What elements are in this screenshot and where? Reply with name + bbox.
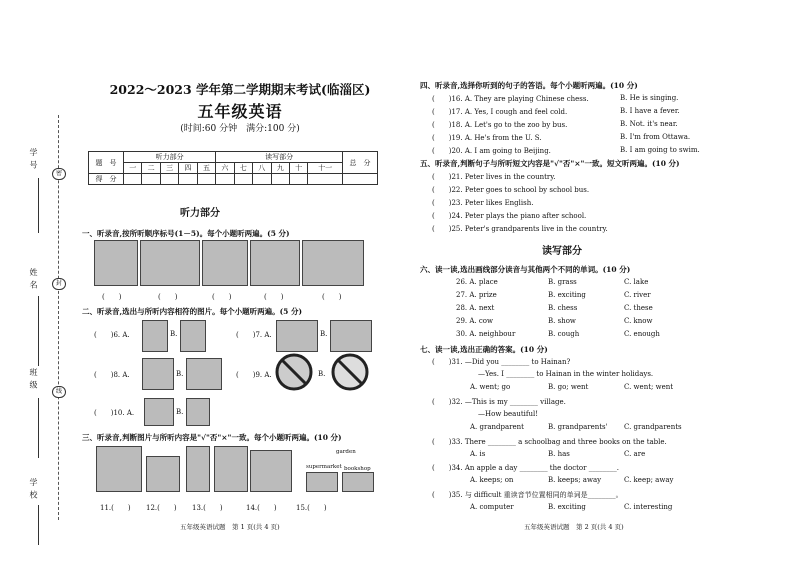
q5-item: ( )21. Peter lives in the country. [432, 173, 556, 181]
q4-option-b: B. Not. it's near. [620, 120, 678, 128]
q10-picture-a [144, 398, 174, 426]
q7-title: 七、读一读,选出正确的答案。(10 分) [420, 345, 548, 354]
score-header: 题 号 [89, 152, 124, 174]
q4-option-b: B. He is singing. [620, 94, 679, 102]
q7-question-32: ( )32. —This is my ________ village. [432, 398, 566, 406]
q3-blank[interactable]: 15.( ) [296, 504, 327, 512]
score-cell[interactable] [308, 174, 343, 185]
page-footer-right: 五年级英语试题 第 2 页(共 4 页) [524, 523, 624, 531]
score-cell[interactable] [142, 174, 160, 185]
class-field[interactable] [38, 398, 39, 458]
garden-label: garden [336, 449, 356, 455]
seal-mark-1: 密 [52, 168, 66, 180]
score-cell[interactable] [234, 174, 252, 185]
q7-question-33: ( )33. There ________ a schoolbag and three books on the table. [432, 438, 667, 446]
q6-option: 28. A. next [456, 304, 495, 312]
q1-blank[interactable]: ( ) [158, 293, 178, 301]
q5-item: ( )25. Peter's grandparents live in the country. [432, 225, 608, 233]
q7-option: C. interesting [624, 503, 673, 511]
q1-blank[interactable]: ( ) [102, 293, 122, 301]
score-table [88, 151, 378, 185]
q2-title: 二、听录音,选出与所听内容相符的图片。每个小题听两遍。(5 分) [82, 307, 303, 316]
col-num: 六 [216, 163, 234, 174]
score-cell[interactable] [289, 174, 307, 185]
col-num: 五 [197, 163, 215, 174]
exam-title: 2022～2023 学年第二学期期末考试(临淄区) [109, 82, 371, 97]
option-b-label: B. [318, 370, 326, 378]
bookshop-picture [342, 472, 374, 492]
picture-1 [94, 240, 138, 286]
col-num: 十一 [308, 163, 343, 174]
no-swimming-sign-icon [330, 352, 370, 392]
q2-item-10: ( )10. A. [94, 409, 135, 417]
q6-option: C. enough [624, 330, 660, 338]
score-cell[interactable] [253, 174, 271, 185]
q5-item: ( )24. Peter plays the piano after school. [432, 212, 587, 220]
bookshop-label: bookshop [344, 466, 371, 472]
q1-blank[interactable]: ( ) [264, 293, 284, 301]
q4-item: ( )20. A. I am going to Beijing. [432, 147, 551, 155]
school-field[interactable] [38, 505, 39, 545]
q7-option: A. grandparent [470, 423, 524, 431]
score-cell[interactable] [197, 174, 215, 185]
q4-option-b: B. I have a fever. [620, 107, 680, 115]
q7-picture-a [276, 320, 318, 352]
q6-title: 六、读一读,选出画线部分读音与其他两个不同的单词。(10 分) [420, 265, 631, 274]
q4-title: 四、听录音,选择你听到的句子的答语。每个小题听两遍。(10 分) [420, 81, 638, 90]
subject-title: 五年级英语 [197, 102, 283, 121]
q6-option: C. lake [624, 278, 649, 286]
q7-picture-b [330, 320, 372, 352]
q8-picture-a [142, 358, 174, 390]
col-num: 四 [179, 163, 197, 174]
q14-picture [214, 446, 248, 492]
q7-option: C. keep; away [624, 476, 674, 484]
page-footer-left: 五年级英语试题 第 1 页(共 4 页) [180, 523, 280, 531]
student-number-label: 学 号 [29, 148, 38, 170]
col-num: 三 [160, 163, 178, 174]
q11-picture [96, 446, 142, 492]
col-num: 八 [253, 163, 271, 174]
map-picture [306, 472, 338, 492]
q6-option: B. cough [548, 330, 580, 338]
q3-blank[interactable]: 13.( ) [192, 504, 223, 512]
q5-title: 五、听录音,判断句子与所听短文内容是"√"否"×"一致。短文听两遍。(10 分) [420, 159, 680, 168]
q6-picture-b [180, 320, 206, 352]
q7-option: C. went; went [624, 383, 674, 391]
score-cell[interactable] [124, 174, 142, 185]
q2-item-9: ( )9. A. [236, 371, 272, 379]
q6-option: 26. A. place [456, 278, 498, 286]
q1-blank[interactable]: ( ) [322, 293, 342, 301]
q7-option: B. exciting [548, 503, 586, 511]
listening-header: 听力部分 [124, 152, 216, 163]
q6-option: C. these [624, 304, 653, 312]
q7-question-32-reply: —How beautiful! [478, 410, 539, 418]
q13-picture [186, 446, 210, 492]
q2-item-6: ( )6. A. [94, 331, 130, 339]
q1-blank[interactable]: ( ) [212, 293, 232, 301]
q15-picture [250, 450, 292, 492]
q6-option: 30. A. neighbour [456, 330, 516, 338]
supermarket-label: supermarket [306, 464, 342, 470]
option-b-label: B. [170, 330, 178, 338]
q3-blank[interactable]: 12.( ) [146, 504, 177, 512]
time-info: (时间:60 分钟 满分:100 分) [180, 124, 300, 134]
picture-2 [140, 240, 200, 286]
q6-option: B. chess [548, 304, 578, 312]
reading-header: 读写部分 [216, 152, 343, 163]
student-number-field[interactable] [38, 178, 39, 233]
col-num: 七 [234, 163, 252, 174]
score-cell[interactable] [343, 174, 378, 185]
no-littering-sign-icon [274, 352, 314, 392]
q7-option: C. are [624, 450, 646, 458]
q7-option: C. grandparents [624, 423, 682, 431]
q7-option: B. has [548, 450, 570, 458]
class-label: 班 级 [29, 368, 38, 390]
option-b-label: B. [176, 408, 184, 416]
q1-title: 一、听录音,按所听顺序标号(1－5)。每个小题听两遍。(5 分) [82, 229, 290, 238]
score-cell[interactable] [271, 174, 289, 185]
q7-question-34: ( )34. An apple a day ________ the doctor ________. [432, 464, 619, 472]
q7-option: B. keeps; away [548, 476, 602, 484]
q4-item: ( )17. A. Yes, I cough and feel cold. [432, 108, 568, 116]
q4-item: ( )18. A. Let's go to the zoo by bus. [432, 121, 568, 129]
q7-question-31-reply: —Yes. I ________ to Hainan in the winter holidays. [478, 370, 654, 378]
q7-option: A. keeps; on [470, 476, 514, 484]
seal-mark-3: 线 [52, 386, 66, 398]
picture-4 [250, 240, 300, 286]
q6-option: 27. A. prize [456, 291, 497, 299]
q10-picture-b [186, 398, 210, 426]
q8-picture-b [186, 358, 222, 390]
q6-picture-a [142, 320, 168, 352]
reading-section-title: 读写部分 [542, 246, 582, 257]
q6-option: B. show [548, 317, 576, 325]
q4-option-b: B. I'm from Ottawa. [620, 133, 691, 141]
col-num: 十 [289, 163, 307, 174]
q12-picture [146, 456, 180, 492]
q3-blank[interactable]: 14.( ) [246, 504, 277, 512]
q6-option: C. river [624, 291, 651, 299]
q6-option: C. know [624, 317, 653, 325]
q5-item: ( )22. Peter goes to school by school bus. [432, 186, 590, 194]
name-field[interactable] [38, 296, 39, 366]
q5-item: ( )23. Peter likes English. [432, 199, 534, 207]
q4-option-b: B. I am going to swim. [620, 146, 700, 154]
total-header: 总 分 [343, 152, 378, 174]
col-num: 一 [124, 163, 142, 174]
picture-3 [202, 240, 248, 286]
q3-blank[interactable]: 11.( ) [100, 504, 131, 512]
q2-item-8: ( )8. A. [94, 371, 130, 379]
col-num: 二 [142, 163, 160, 174]
score-cell[interactable] [216, 174, 234, 185]
school-label: 学 校 [29, 478, 38, 500]
name-label: 姓 名 [29, 268, 38, 290]
listening-section-title: 听力部分 [180, 208, 220, 219]
q7-option: B. grandparents' [548, 423, 608, 431]
q7-question-31: ( )31. —Did you ________ to Hainan? [432, 358, 571, 366]
q7-option: B. go; went [548, 383, 589, 391]
col-num: 九 [271, 163, 289, 174]
score-cell[interactable] [160, 174, 178, 185]
q7-option: A. computer [470, 503, 514, 511]
option-b-label: B. [176, 370, 184, 378]
q7-option: A. went; go [470, 383, 511, 391]
option-b-label: B. [320, 330, 328, 338]
q6-option: B. exciting [548, 291, 586, 299]
q7-option: A. is [470, 450, 486, 458]
picture-5 [302, 240, 364, 286]
seal-mark-2: 封 [52, 278, 66, 290]
q2-item-7: ( )7. A. [236, 331, 272, 339]
binding-margin [0, 0, 72, 561]
q6-option: B. grass [548, 278, 577, 286]
q4-item: ( )16. A. They are playing Chinese chess. [432, 95, 589, 103]
q6-option: 29. A. cow [456, 317, 493, 325]
q4-item: ( )19. A. He's from the U. S. [432, 134, 542, 142]
score-row-label: 得 分 [89, 174, 124, 185]
q7-question-35: ( )35. 与 difficult 重读音节位置相同的单词是________。 [432, 491, 623, 499]
q3-title: 三、听录音,判断图片与所听内容是"√"否"×"一致。每个小题听两遍。(10 分) [82, 433, 342, 442]
score-cell[interactable] [179, 174, 197, 185]
